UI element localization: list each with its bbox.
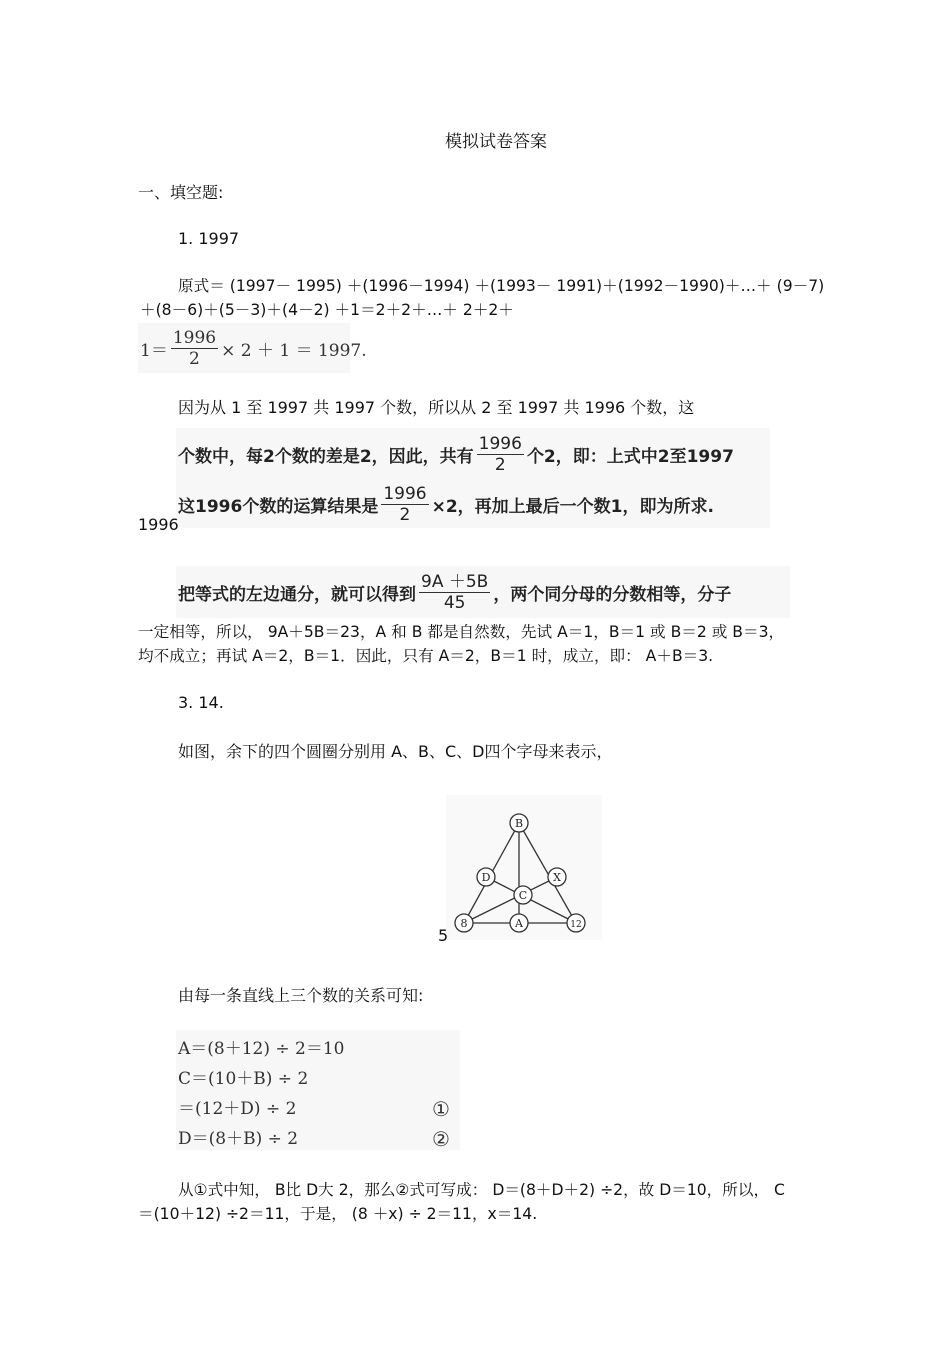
q1-label: 1. 1997 bbox=[178, 229, 240, 248]
q3-eq3: ＝(12＋D) ÷ 2 bbox=[178, 1099, 297, 1119]
q1-formula-suffix: × 2 ＋ 1 ＝ 1997. bbox=[221, 340, 367, 361]
q1-formula-den: 2 bbox=[189, 348, 200, 369]
q1-box-line1-a: 个数中，每2个数的差是2，因此，共有 bbox=[178, 446, 474, 467]
q2-box-den: 45 bbox=[443, 592, 466, 613]
q2-box-a: 把等式的左边通分，就可以得到 bbox=[178, 584, 416, 605]
q1-formula-num: 1996 bbox=[172, 327, 217, 348]
q3-eq2: C＝(10＋B) ÷ 2 bbox=[178, 1069, 309, 1089]
q3-label: 3. 14. bbox=[178, 693, 224, 712]
q1-box-line2-fraction bbox=[381, 484, 428, 525]
q3-line4: ＝(10＋12) ÷2＝11，于是， (8 ＋x) ÷ 2＝11，x＝14. bbox=[138, 1205, 538, 1223]
diagram-label-8: 8 bbox=[460, 917, 468, 930]
page-title: 模拟试卷答案 bbox=[445, 132, 547, 152]
q2-line1: 一定相等，所以， 9A＋5B＝23，A 和 B 都是自然数，先试 A＝1，B＝1 或 B＝2 或 B＝3， bbox=[138, 623, 785, 641]
q3-line1: 如图，余下的四个圆圈分别用 A、B、C、D四个字母来表示， bbox=[178, 742, 613, 761]
q3-eq3-mark: ① bbox=[432, 1097, 450, 1121]
q1-formula-fraction bbox=[171, 328, 218, 369]
diagram-line-8-x bbox=[464, 877, 557, 923]
diagram-label-x: X bbox=[553, 871, 561, 884]
q3-eq4: D＝(8＋B) ÷ 2 bbox=[178, 1129, 299, 1149]
q3-eq1: A＝(8＋12) ÷ 2＝10 bbox=[178, 1039, 345, 1059]
q1-box-line1-num: 1996 bbox=[478, 433, 522, 454]
diagram-label-c: C bbox=[518, 889, 528, 902]
diagram-label-a: A bbox=[515, 917, 523, 930]
q3-diagram bbox=[446, 795, 602, 940]
q1-box-line1-b: 个2，即：上式中2至1997 bbox=[526, 446, 734, 467]
q3-eq4-mark: ② bbox=[432, 1127, 450, 1151]
q3-equations-image bbox=[176, 1030, 460, 1150]
q1-stray-number: 1996 bbox=[138, 515, 179, 534]
q2-box-fraction bbox=[419, 572, 490, 613]
q3-diagram-image bbox=[446, 795, 602, 940]
q1-box-line2-den: 2 bbox=[399, 504, 411, 525]
diagram-label-12: 12 bbox=[570, 920, 582, 930]
diagram-label-b: B bbox=[514, 817, 524, 830]
q1-box-line2-b: ×2，再加上最后一个数1，即为所求. bbox=[431, 496, 714, 517]
q1-formula-prefix: 1＝ bbox=[140, 340, 168, 361]
q1-line3: 因为从 1 至 1997 共 1997 个数，所以从 2 至 1997 共 1996 个数，这 bbox=[178, 398, 695, 417]
q1-box-line1-den: 2 bbox=[494, 454, 506, 475]
diagram-label-d: D bbox=[481, 871, 491, 884]
q3-line3: 从①式中知， B比 D大 2，那么②式可写成： D＝(8＋D＋2) ÷2，故 D＝10，所以， C bbox=[178, 1181, 785, 1199]
q1-formula-image bbox=[138, 323, 367, 373]
q1-box-line2-a: 这1996个数的运算结果是 bbox=[178, 496, 379, 517]
q1-box-line2-num: 1996 bbox=[383, 483, 427, 504]
q1-line2: ＋(8－6)＋(5－3)＋(4－2) ＋1＝2＋2＋…＋ 2＋2＋ bbox=[140, 301, 514, 319]
q2-box-num: 9A ＋5B bbox=[421, 571, 489, 592]
q1-line1: 原式＝ (1997－ 1995) ＋(1996－1994) ＋(1993－ 1991)＋(1992－1990)＋…＋ (9－7) bbox=[178, 277, 825, 295]
q2-line2: 均不成立；再试 A＝2，B＝1．因此，只有 A＝2，B＝1 时，成立，即： A＋B＝3. bbox=[138, 647, 714, 665]
q3-diagram-number: 5 bbox=[438, 926, 449, 945]
q2-box-b: ，两个同分母的分数相等，分子 bbox=[493, 584, 732, 605]
section-heading: 一、填空题: bbox=[138, 183, 224, 202]
q1-box-line1-fraction bbox=[477, 434, 524, 475]
q3-line2: 由每一条直线上三个数的关系可知: bbox=[178, 986, 424, 1005]
q2-explanation-image bbox=[176, 566, 790, 618]
q1-explanation-image bbox=[176, 428, 770, 528]
